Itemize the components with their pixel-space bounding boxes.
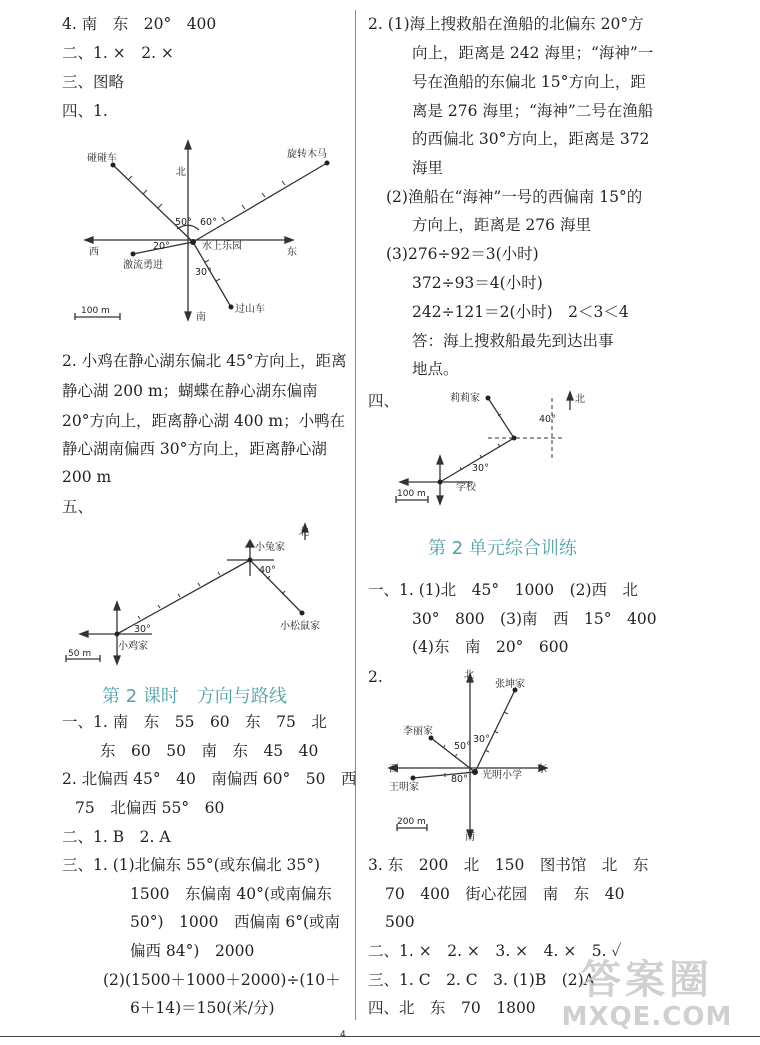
answer-line: 一、1. 南 东 55 60 东 75 北 [62,713,327,731]
label-east: 东 [537,764,547,775]
label-north: 北 [575,394,585,405]
answer-line: 四、北 东 70 1800 [368,999,536,1017]
answer-line: 200 m [62,468,112,486]
label-west: 西 [389,764,399,775]
answer-line: 二、1. B 2. A [62,828,171,846]
lesson-title: 第 2 课时 方向与路线 [102,686,287,707]
answer-line: 静心湖 200 m；蝴蝶在静心湖东偏南 [62,382,318,400]
answer-line: 的西偏北 30°方向上，距离是 372 [412,130,650,148]
label-wangmingjia: 王明家 [389,782,419,793]
answer-line: 500 [385,913,415,931]
answer-line: 1500 东偏南 40°(或南偏东 [130,885,332,903]
label-south: 南 [196,312,206,323]
answer-line: 离是 276 海里；“海神”二号在渔船 [412,102,654,120]
answer-line: (3)276÷92＝3(小时) [386,245,539,263]
answer-line: 一、1. (1)北 45° 1000 (2)西 北 [368,581,639,599]
label-north: 北 [176,167,186,178]
answer-line: 向上，距离是 242 海里；“海神”一 [412,44,654,62]
answer-line: 70 400 街心花园 南 东 40 [385,885,625,903]
label-xuexiao: 学校 [456,482,476,493]
direction-diagram-park [65,145,365,345]
answer-line: 372÷93＝4(小时) [412,274,543,292]
angle-30: 30° [134,624,151,635]
page-number: 4 [340,1030,346,1040]
direction-diagram-guangming [385,668,585,843]
label-xiaotujia: 小兔家 [255,542,285,553]
scale-label: 50 m [68,649,92,659]
label-shuishangleyuan: 水上乐园 [202,241,242,252]
answer-line: 东 60 50 南 东 45 40 [100,742,319,760]
label-north: 北 [299,527,309,538]
answer-line: 30° 800 (3)南 西 15° 400 [412,610,657,628]
answer-line: 三、1. (1)北偏东 55°(或东偏北 35°) [62,856,321,874]
answer-line: 地点。 [412,360,459,378]
answer-line: 二、1. × 2. × 3. × 4. × 5. ✓ [368,942,622,960]
direction-diagram-school [392,388,612,508]
watermark [542,958,752,1038]
unit-title: 第 2 单元综合训练 [428,538,577,559]
answer-line: (2)渔船在“海神”一号的西偏南 15°的 [386,188,643,206]
label-guoshanche: 过山车 [235,304,265,315]
angle-30: 30° [195,267,212,278]
answer-line: 五、 [62,498,94,516]
angle-30: 30° [473,734,490,745]
answer-line: 号在渔船的东偏北 15°方向上，距 [412,73,646,91]
angle-80: 80° [451,774,468,785]
label-lilijia: 莉莉家 [450,393,480,404]
answer-line: 静心湖南偏西 30°方向上，距离静心湖 [62,440,327,458]
angle-20: 20° [153,241,170,252]
answer-line: 四、 [368,392,400,410]
answer-line: 二、1. × 2. × [62,44,174,62]
angle-50: 50° [175,217,192,228]
angle-40: 40° [539,414,556,425]
angle-30: 30° [472,463,489,474]
angle-60: 60° [200,217,217,228]
answer-line: 偏西 84°) 2000 [130,942,255,960]
watermark-url: MXQE.COM [561,1002,733,1032]
answer-line: 三、图略 [62,73,125,91]
scale-label: 100 m [397,489,426,499]
answer-line: 四、1. [62,102,108,120]
label-pengpengche: 碰碰车 [87,153,117,164]
label-xiaojijia: 小鸡家 [118,641,148,652]
label-xuanzhuanmuma: 旋转木马 [287,149,327,160]
answer-line: 242÷121＝2(小时) 2＜3＜4 [412,303,629,321]
answer-line: 3. 东 200 北 150 图书馆 北 东 [368,856,649,874]
scale-label: 200 m [397,817,426,827]
angle-40: 40° [259,565,276,576]
watermark-title: 答案圈 [581,957,713,1003]
answer-line: 三、1. C 2. C 3. (1)B (2)A [368,971,595,989]
answer-line: 75 北偏西 55° 60 [75,799,225,817]
answer-line: 2. 小鸡在静心湖东偏北 45°方向上，距离 [62,352,347,370]
answer-line: (2)(1500＋1000＋2000)÷(10＋ [103,971,341,989]
answer-line: 20°方向上，距离静心湖 400 m；小鸭在 [62,412,346,430]
angle-50: 50° [454,741,471,752]
answer-line: (4)东 南 20° 600 [412,638,569,656]
answer-line: 6＋14)＝150(米/分) [130,999,275,1017]
answer-line: 2. [368,668,383,686]
answer-line: 方向上，距离是 276 海里 [412,216,591,234]
label-north: 北 [464,670,474,681]
label-east: 东 [287,247,297,258]
label-guangmingxiaoxue: 光明小学 [482,770,522,781]
answer-line: 海里 [412,159,444,177]
answer-line: 2. (1)海上搜救船在渔船的北偏东 20°方 [368,15,644,33]
label-south: 南 [465,832,475,843]
label-jiliuyongjin: 激流勇进 [123,260,163,271]
scale-label: 100 m [81,306,110,316]
direction-diagram-animals [62,518,352,668]
answer-line: 2. 北偏西 45° 40 南偏西 60° 50 西 [62,770,357,788]
label-zhangkunjia: 张坤家 [495,679,525,690]
label-lilijia: 李丽家 [403,726,433,737]
answer-line: 答：海上搜救船最先到达出事 [412,332,614,350]
label-west: 西 [89,247,99,258]
answer-line: 50°) 1000 西偏南 6°(或南 [130,913,341,931]
label-xiaosongshujia: 小松鼠家 [280,621,320,632]
answer-line: 4. 南 东 20° 400 [62,15,217,33]
